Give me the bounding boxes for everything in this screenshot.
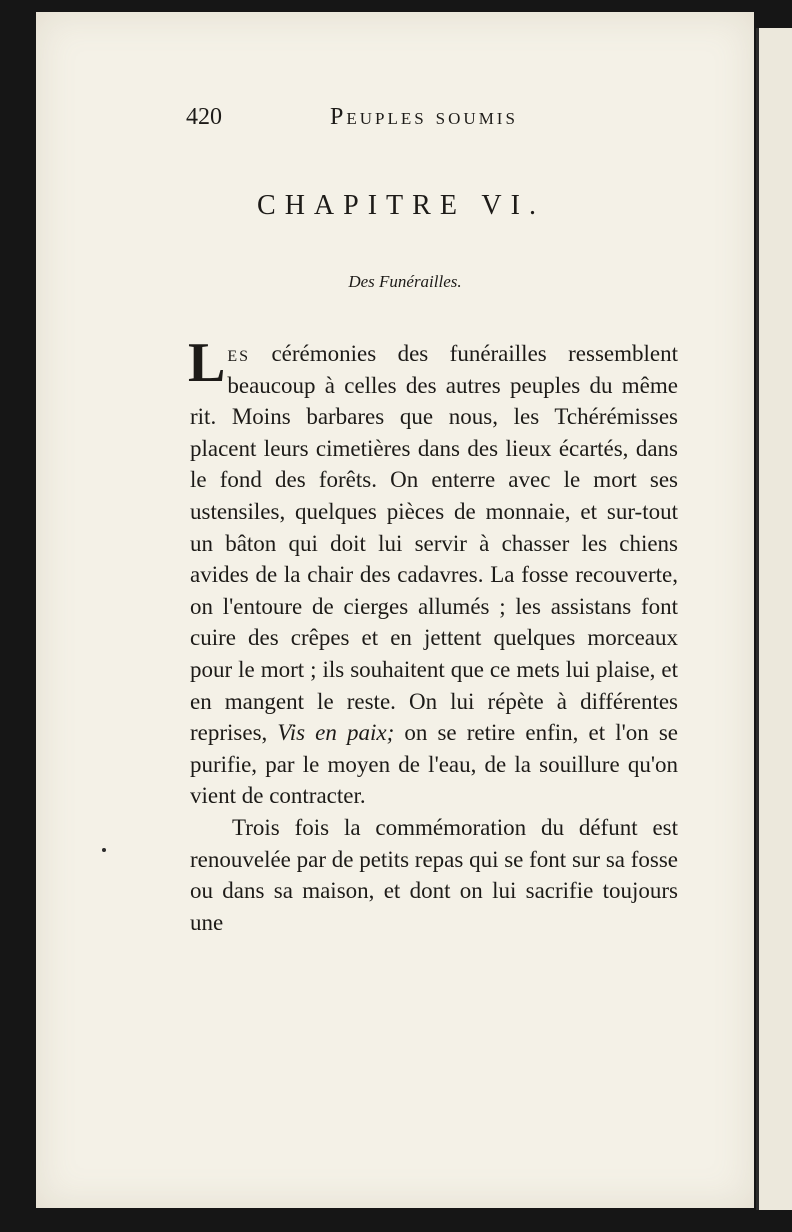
drop-cap: L	[188, 332, 226, 394]
paragraph-1-text-b: on se retire enfin, et l'on se purifie, par le moyen de l'eau, de la souillure qu'on vient de contracter.	[190, 720, 678, 809]
page-header	[186, 104, 574, 136]
chapter-title: CHAPITRE VI.	[257, 190, 545, 221]
italic-phrase: Vis en paix;	[277, 720, 395, 746]
first-word-rest: es	[227, 341, 251, 366]
next-page-edge	[756, 28, 792, 1210]
paragraph-1-text-a: cérémonies des funérailles ressemblent beaucoup à celles des autres peuples du même rit. Moins barbares que nous, les Tchérémisses placent leurs cimetières dans des lieux écartés, dans le fond des forêts. On enterre avec le mort ses ustensiles, quelques pièces de monnaie, et sur-tout un bâton qui doit lui servir à chasser les chiens avides de la chair des cadavres. La fosse recouverte, on l'entoure de cierges allumés ; les assistans font cuire des crêpes et en jettent quelques morceaux pour le mort ; ils souhaitent que ce mets lui plaise, et en mangent le reste. On lui répète à différentes reprises,	[190, 341, 678, 746]
paragraph-1	[188, 332, 678, 812]
ink-speck	[102, 848, 106, 852]
page-number: 420	[186, 104, 222, 130]
running-head: Peuples soumis	[330, 104, 518, 130]
body-text	[188, 332, 678, 938]
paragraph-2: Trois fois la commémoration du défunt est renouvelée par de petits repas qui se font sur sa fosse ou dans sa maison, et dont on lui sacrifie toujours une	[190, 814, 678, 935]
section-title: Des Funérailles.	[348, 272, 462, 291]
